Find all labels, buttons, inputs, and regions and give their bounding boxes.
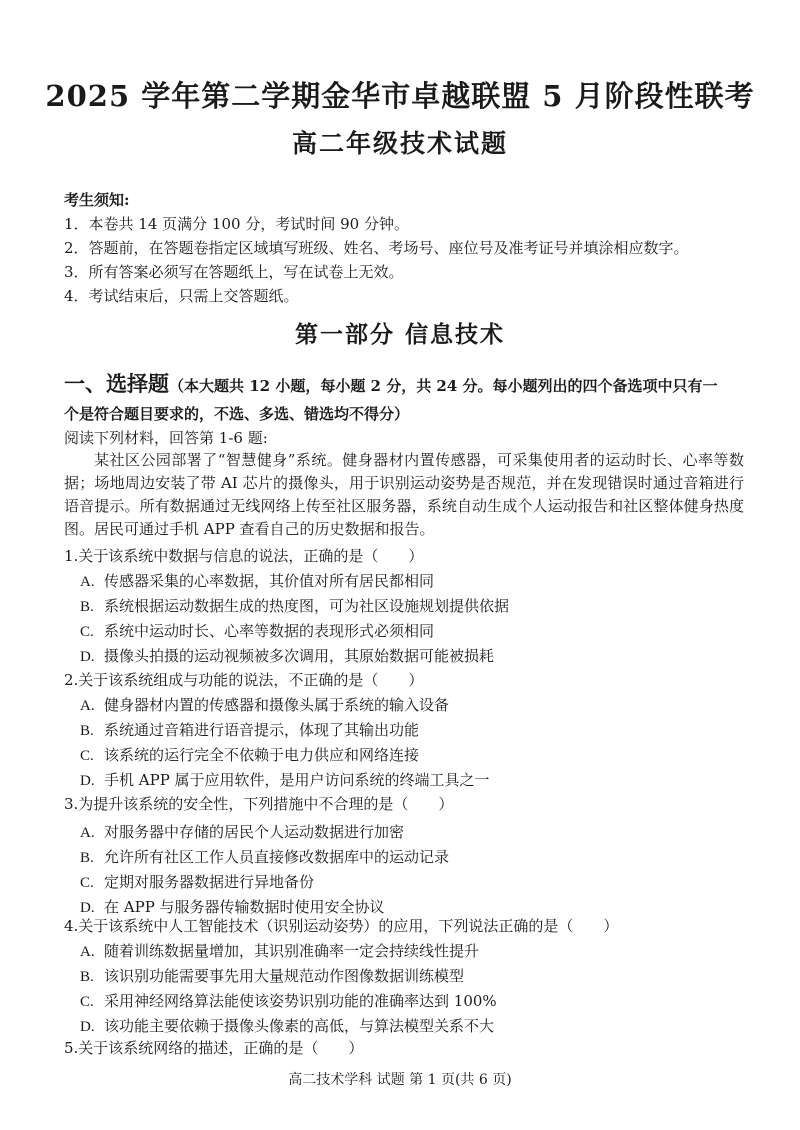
option-text: 该系统的运行完全不依赖于电力供应和网络连接 <box>104 746 420 764</box>
option-a <box>80 695 449 716</box>
option-text: 系统根据运动数据生成的热度图，可为社区设施规划提供依据 <box>104 597 510 615</box>
question-stem: 3.为提升该系统的安全性，下列措施中不合理的是（ ） <box>64 795 454 813</box>
option-b <box>80 966 464 987</box>
option-label: A. <box>80 698 95 714</box>
option-label: B. <box>80 969 94 985</box>
option-d <box>80 897 385 918</box>
notice-item: 1．本卷共 14 页满分 100 分，考试时间 90 分钟。 <box>64 215 409 233</box>
option-label: C. <box>80 875 94 891</box>
question-stem: 2.关于该系统组成与功能的说法，不正确的是（ ） <box>64 671 424 689</box>
option-c <box>80 745 419 766</box>
option-text: 该功能主要依赖于摄像头像素的高低，与算法模型关系不大 <box>104 1017 495 1035</box>
material-text: 某社区公园部署了“智慧健身”系统。健身器材内置传感器，可采集使用者的运动时长、心率等数据；场地周边安装了带 AI 芯片的摄像头，用于识别运动姿势是否规范，并在发现错误时通过音箱进行语音提示。所有数据通过无线网络上传至社区服务器，系统自动生成个人运动报告和社区整体健身热度图。居民可通过手机 APP 查看自己的历史数据和报告。 <box>64 451 744 538</box>
notice-heading: 考生须知: <box>64 191 130 209</box>
option-text: 系统通过音箱进行语音提示，体现了其输出功能 <box>104 721 420 739</box>
option-text: 定期对服务器数据进行异地备份 <box>104 873 315 891</box>
option-text: 健身器材内置的传感器和摄像头属于系统的输入设备 <box>104 696 450 714</box>
option-a <box>80 941 479 962</box>
option-a <box>80 822 404 843</box>
option-b <box>80 596 509 617</box>
option-c <box>80 872 314 893</box>
option-b <box>80 847 449 868</box>
option-label: A. <box>80 825 95 841</box>
option-label: B. <box>80 850 94 866</box>
exam-subtitle: 高二年级技术试题 <box>291 129 508 158</box>
page-footer: 高二技术学科 试题 第 1 页(共 6 页) <box>288 1072 512 1088</box>
option-d <box>80 770 490 791</box>
option-label: D. <box>80 1019 95 1035</box>
option-label: C. <box>80 994 94 1010</box>
option-text: 传感器采集的心率数据，其价值对所有居民都相同 <box>104 572 435 590</box>
section-desc: （本大题共 12 小题，每小题 2 分，共 24 分。每小题列出的四个备选项中只有一 <box>169 377 718 395</box>
option-text: 摄像头拍摄的运动视频被多次调用，其原始数据可能被损耗 <box>104 647 495 665</box>
option-text: 采用神经网络算法能使该姿势识别功能的准确率达到 100% <box>104 992 497 1010</box>
option-label: C. <box>80 748 94 764</box>
option-label: B. <box>80 723 94 739</box>
option-text: 对服务器中存储的居民个人运动数据进行加密 <box>104 823 405 841</box>
section-title: 一、选择题 <box>64 371 169 396</box>
notice-item: 2．答题前，在答题卷指定区域填写班级、姓名、考场号、座位号及准考证号并填涂相应数字。 <box>64 239 689 257</box>
option-b <box>80 720 419 741</box>
option-a <box>80 571 434 592</box>
option-d <box>80 646 494 667</box>
option-label: A. <box>80 574 95 590</box>
question-stem: 1.关于该系统中数据与信息的说法，正确的是（ ） <box>64 547 424 565</box>
section-intro: 阅读下列材料，回答第 1-6 题: <box>64 429 268 447</box>
option-label: A. <box>80 944 95 960</box>
question-stem: 4.关于该系统中人工智能技术（识别运动姿势）的应用，下列说法正确的是（ ） <box>64 917 619 935</box>
option-text: 在 APP 与服务器传输数据时使用安全协议 <box>104 898 385 916</box>
section-desc-cont: 个是符合题目要求的，不选、多选、错选均不得分） <box>64 405 410 423</box>
exam-title: 2025 学年第二学期金华市卓越联盟 5 月阶段性联考 <box>45 79 755 113</box>
option-label: D. <box>80 773 95 789</box>
option-label: C. <box>80 624 94 640</box>
notice-item: 3．所有答案必须写在答题纸上，写在试卷上无效。 <box>64 263 404 281</box>
option-label: D. <box>80 649 95 665</box>
option-text: 该识别功能需要事先用大量规范动作图像数据训练模型 <box>104 967 465 985</box>
option-text: 允许所有社区工作人员直接修改数据库中的运动记录 <box>104 848 450 866</box>
question-stem: 5.关于该系统网络的描述，正确的是（ ） <box>64 1039 364 1057</box>
option-text: 系统中运动时长、心率等数据的表现形式必须相同 <box>104 622 435 640</box>
option-label: D. <box>80 900 95 916</box>
option-text: 随着训练数据量增加，其识别准确率一定会持续线性提升 <box>104 942 480 960</box>
option-c <box>80 991 497 1012</box>
reading-material <box>64 449 744 541</box>
option-c <box>80 621 434 642</box>
option-text: 手机 APP 属于应用软件，是用户访问系统的终端工具之一 <box>104 771 490 789</box>
option-label: B. <box>80 599 94 615</box>
notice-item: 4．考试结束后，只需上交答题纸。 <box>64 287 299 305</box>
section-heading <box>64 368 718 398</box>
part-title: 第一部分 信息技术 <box>294 321 505 348</box>
option-d <box>80 1016 494 1037</box>
